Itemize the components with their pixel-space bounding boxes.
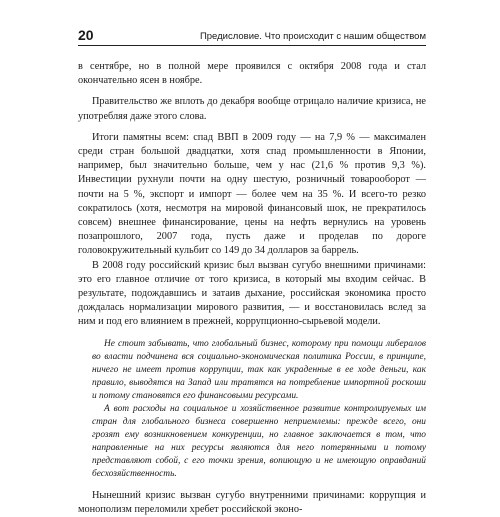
closing-paragraph: Нынешний кризис вызван сугубо внутренними причинами: коррупция и монополизм переломили хребет российской эконо- <box>78 489 426 515</box>
book-page <box>78 24 426 515</box>
running-head: Предисловие. Что происходит с нашим обществом <box>199 31 426 42</box>
quote-paragraph-1: Не стоит забывать, что глобальный бизнес, которому при помощи либералов во власти подчинена вся социально-экономическая политика России, в принципе, ничего не имеет против коррупции, так как украденные в ее ходе деньги, как правило, выводятся на Запад или тратятся на потребление импортной роскоши и потому становятся его финансовыми ресурсами. <box>92 338 426 401</box>
quote-paragraph-2: А вот расходы на социальное и хозяйственное развитие контролируемых им стран для глобального бизнеса совершенно неприемлемы: прежде всего, они грозят ему возникновением конкуренции, но главное заключается в том, что направленные на них ресурсы являются для него потерянными и потому представляют собой, с его точки зрения, вопиющую и не имеющую оправданий бесхозяйственность. <box>92 403 426 479</box>
page-header <box>78 24 426 46</box>
paragraph-1: в сентябре, но в полной мере проявился с октября 2008 года и стал окончательно ясен в ноябре. <box>78 61 426 87</box>
paragraph-3: Итоги памятны всем: спад ВВП в 2009 году — на 7,9 % — максимален среди стран большой двадцатки, хотя спад промышленности в Японии, например, был значительно больше, чем у нас (21,6 % против 9,3 %). Инвестиции рухнули почти на одну шестую, розничный товарооборот — почти на 5 %, экспорт и импорт — более чем на 35 %. И всего-то резко сократилось (хотя, несмотря на мировой финансовый шок, не прекратилось совсем) внешнее финансирование, цены на нефть вернулись на уровень позапрошлого, 2007 года, пусть даже и проделав по дороге головокружительный кульбит со 149 до 34 долларов за баррель. <box>78 131 426 257</box>
paragraph-4: В 2008 году российский кризис был вызван сугубо внешними причинами: это его главное отличие от того кризиса, в который мы входим сейчас. В результате, подождавшись и затаив дыхание, российская экономика просто дождалась нормализации мирового развития, — и восстановилась вслед за ним и под его влиянием в прежней, коррупционно-сырьевой модели. <box>78 259 426 328</box>
paragraph-2: Правительство же вплоть до декабря вообще отрицало наличие кризиса, не употребляя даже этого слова. <box>78 96 426 122</box>
page-body <box>78 60 426 517</box>
page-number: 20 <box>78 27 94 43</box>
quote-block <box>92 338 426 481</box>
